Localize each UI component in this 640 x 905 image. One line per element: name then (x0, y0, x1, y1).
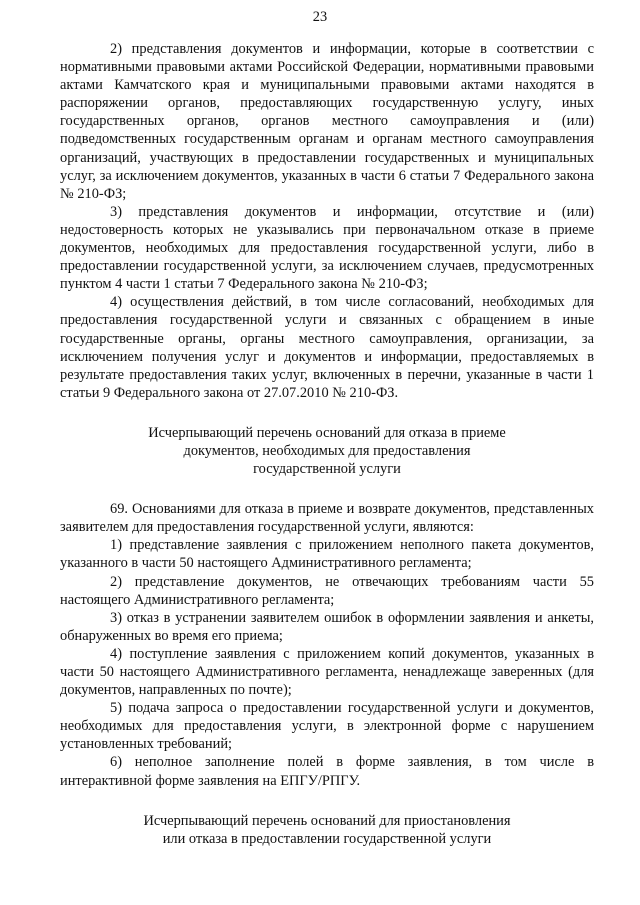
list-item-4: 4) поступление заявления с приложением копий документов, указанных в части 50 настоящего Административного регламента, ненадлежаще заверенных (для документов, направленных по почте); (60, 645, 594, 699)
heading-line: или отказа в предоставлении государственной услуги (162, 830, 492, 847)
document-body (60, 40, 594, 848)
heading-line: Исчерпывающий перечень оснований для приостановления (143, 812, 511, 829)
section-heading-refusal-acceptance (60, 424, 594, 478)
list-item-3: 3) отказ в устранении заявителем ошибок в оформлении заявления и анкеты, обнаруженных во время его приема; (60, 609, 594, 644)
paragraph-69: 69. Основаниями для отказа в приеме и возврате документов, представленных заявителем для предоставления государственной услуги, являются: (60, 501, 594, 536)
paragraph-item-3: 3) представления документов и информации, отсутствие и (или) недостоверность которых не указывались при первоначальном отказе в приеме документов, необходимых для предоставления государственной услуги, либо в предоставлении государственной услуги, за исключением случаев, предусмотренных пунктом 4 части 1 статьи 7 Федерального закона № 210-ФЗ; (60, 203, 594, 293)
heading-line: документов, необходимых для предоставления (183, 442, 471, 459)
section-heading-suspension-refusal (60, 812, 594, 848)
paragraph-item-2: 2) представления документов и информации, которые в соответствии с нормативными правовыми актами Российской Федерации, нормативными правовыми актами Камчатского края и муниципальными правовыми актами находятся в распоряжении органов, предоставляющих государственную услугу, иных государственных органов, органов местного самоуправления и (или) подведомственных государственным органам и органам местного самоуправления организаций, участвующих в предоставлении государственных и муниципальных услуг, за исключением документов, указанных в части 6 статьи 7 Федерального закона № 210-ФЗ; (60, 41, 594, 202)
heading-line: государственной услуги (253, 461, 401, 478)
paragraph-item-4: 4) осуществления действий, в том числе согласований, необходимых для предоставления государственной услуги и связанных с обращением в иные государственные органы, органы местного самоуправления, организации, за исключением получения услуг и документов и информации, предоставляемых в результате предоставления таких услуг, включенных в перечни, указанные в части 1 статьи 9 Федерального закона от 27.07.2010 № 210-ФЗ. (60, 294, 594, 401)
list-item-6: 6) неполное заполнение полей в форме заявления, в том числе в интерактивной форме заявления на ЕПГУ/РПГУ. (60, 754, 594, 789)
heading-line: Исчерпывающий перечень оснований для отказа в приеме (148, 424, 506, 441)
list-item-2: 2) представление документов, не отвечающих требованиям части 55 настоящего Административного регламента; (60, 573, 594, 608)
page-number: 23 (312, 9, 328, 25)
list-item-5: 5) подача запроса о предоставлении государственной услуги и документов, необходимых для предоставления услуги, в электронной форме с нарушением установленных требований; (60, 700, 594, 753)
list-item-1: 1) представление заявления с приложением неполного пакета документов, указанного в части 50 настоящего Административного регламента; (60, 537, 594, 572)
